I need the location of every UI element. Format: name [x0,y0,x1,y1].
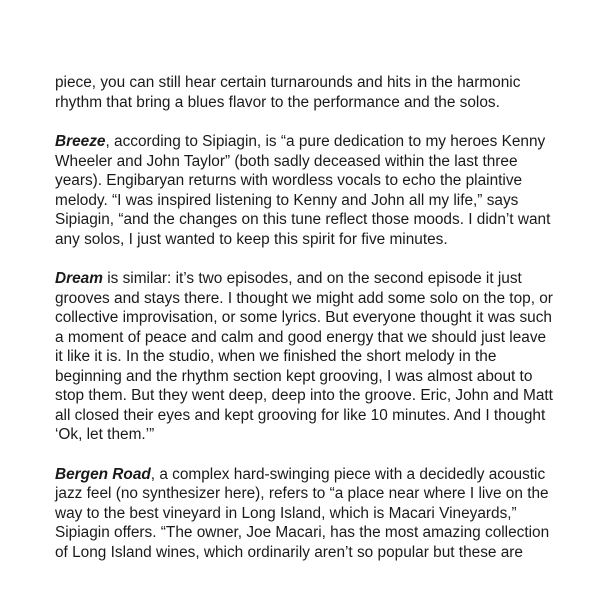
paragraph-text: is similar: it’s two episodes, and on the second episode it just grooves and stays there. I thought we might add some solo on the top, or collective improvisation, or some lyrics. But everyone thought it was such a moment of peace and calm and good energy that we should just leave it like it is. In the studio, when we finished the short melody in the beginning and the rhythm section kept grooving, I was almost about to stop them. But they went deep, deep into the groove. Eric, John and Matt all closed their eyes and kept grooving for like 10 minutes. And I thought ‘Ok, let them.’” [55,270,553,443]
paragraph-text: , according to Sipiagin, is “a pure dedication to my heroes Kenny Wheeler and John Taylor” (both sadly deceased within the last three years). Engibaryan returns with wordless vocals to echo the plaintive melody. “I was inspired listening to Kenny and John all my life,” says Sipiagin, “and the changes on this tune reflect those moods. I didn’t want any solos, I just wanted to keep this spirit for five minutes. [55,133,551,248]
document-body [55,73,555,582]
paragraph-dream [55,269,555,445]
paragraph-blues-flavor [55,73,555,112]
paragraph-text: , a complex hard-swinging piece with a decidedly acoustic jazz feel (no synthesizer here), refers to “a place near where I live on the way to the best vineyard in Long Island, which is Macari Vineyards,” Sipiagin offers. “The owner, Joe Macari, has the most amazing collection of Long Island wines, which ordinarily aren’t so popular but these are [55,465,550,561]
paragraph-bergen-road [55,465,555,563]
paragraph-breeze [55,132,555,249]
track-title-breeze: Breeze [55,133,106,150]
paragraph-text: piece, you can still hear certain turnarounds and hits in the harmonic rhythm that bring a blues flavor to the performance and the solos. [55,74,521,111]
track-title-bergen-road: Bergen Road [55,465,151,483]
track-title-dream: Dream [55,270,103,287]
